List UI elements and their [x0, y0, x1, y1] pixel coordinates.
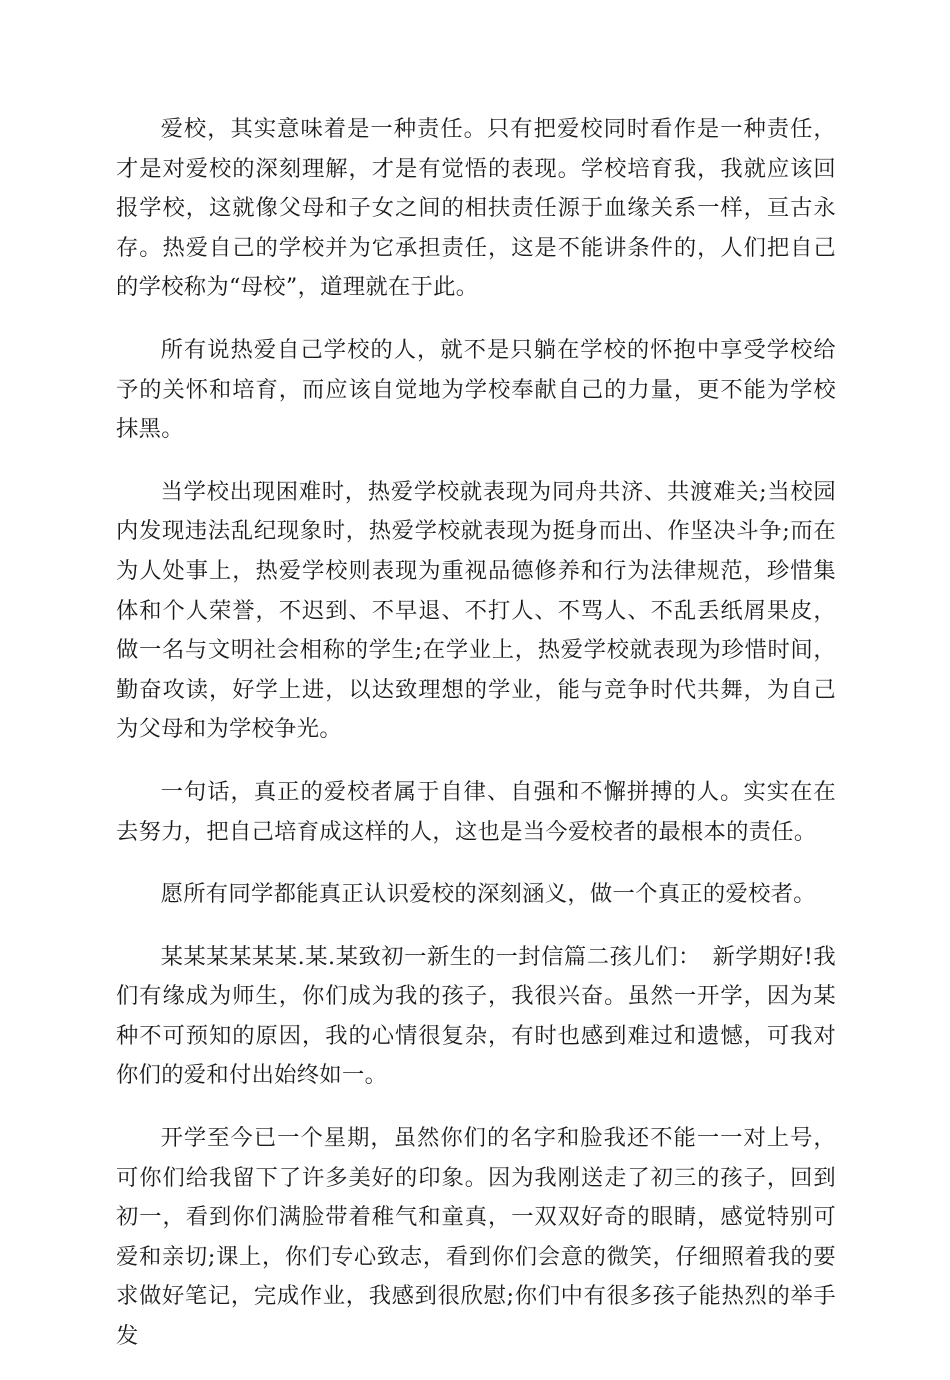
paragraph-3: 当学校出现困难时，热爱学校就表现为同舟共济、共渡难关;当校园内发现违法乱纪现象时，热爱学校就表现为挺身而出、作坚决斗争;而在为人处事上，热爱学校则表现为重视品德修养和行为法律规范，珍惜集体和个人荣誉，不迟到、不早退、不打人、不骂人、不乱丢纸屑果皮，做一名与文明社会相称的学生;在学业上，热爱学校就表现为珍惜时间，勤奋攻读，好学上进，以达致理想的学业，能与竞争时代共舞，为自己为父母和为学校争光。: [116, 478, 836, 743]
paragraph-4: 一句话，真正的爱校者属于自律、自强和不懈拼搏的人。实实在在去努力，把自己培育成这样的人，这也是当今爱校者的最根本的责任。: [116, 778, 836, 845]
paragraph-5: 愿所有同学都能真正认识爱校的深刻涵义，做一个真正的爱校者。: [160, 881, 816, 908]
paragraph-2: 所有说热爱自己学校的人，就不是只躺在学校的怀抱中享受学校给予的关怀和培育，而应该自觉地为学校奉献自己的力量，更不能为学校抹黑。: [116, 336, 836, 443]
paragraph-6: 某某某某某某.某.某致初一新生的一封信篇二孩儿们： 新学期好!我们有缘成为师生，你们成为我的孩子，我很兴奋。虽然一开学，因为某种不可预知的原因，我的心情很复杂，有时也感到难过和遗憾，可我对你们的爱和付出始终如一。: [116, 943, 836, 1089]
paragraph-1: 爱校，其实意味着是一种责任。只有把爱校同时看作是一种责任，才是对爱校的深刻理解，才是有觉悟的表现。学校培育我，我就应该回报学校，这就像父母和子女之间的相扶责任源于血缘关系一样，亘古永存。热爱自己的学校并为它承担责任，这是不能讲条件的，人们把自己的学校称为“母校”，道理就在于此。: [116, 116, 836, 301]
paragraph-7: 开学至今已一个星期，虽然你们的名字和脸我还不能一一对上号，可你们给我留下了许多美好的印象。因为我刚送走了初三的孩子，回到初一，看到你们满脸带着稚气和童真，一双双好奇的眼睛，感觉特别可爱和亲切;课上，你们专心致志，看到你们会意的微笑，仔细照着我的要求做好笔记，完成作业，我感到很欣慰;你们中有很多孩子能热烈的举手发: [116, 1125, 836, 1350]
document-body: [116, 110, 836, 1380]
